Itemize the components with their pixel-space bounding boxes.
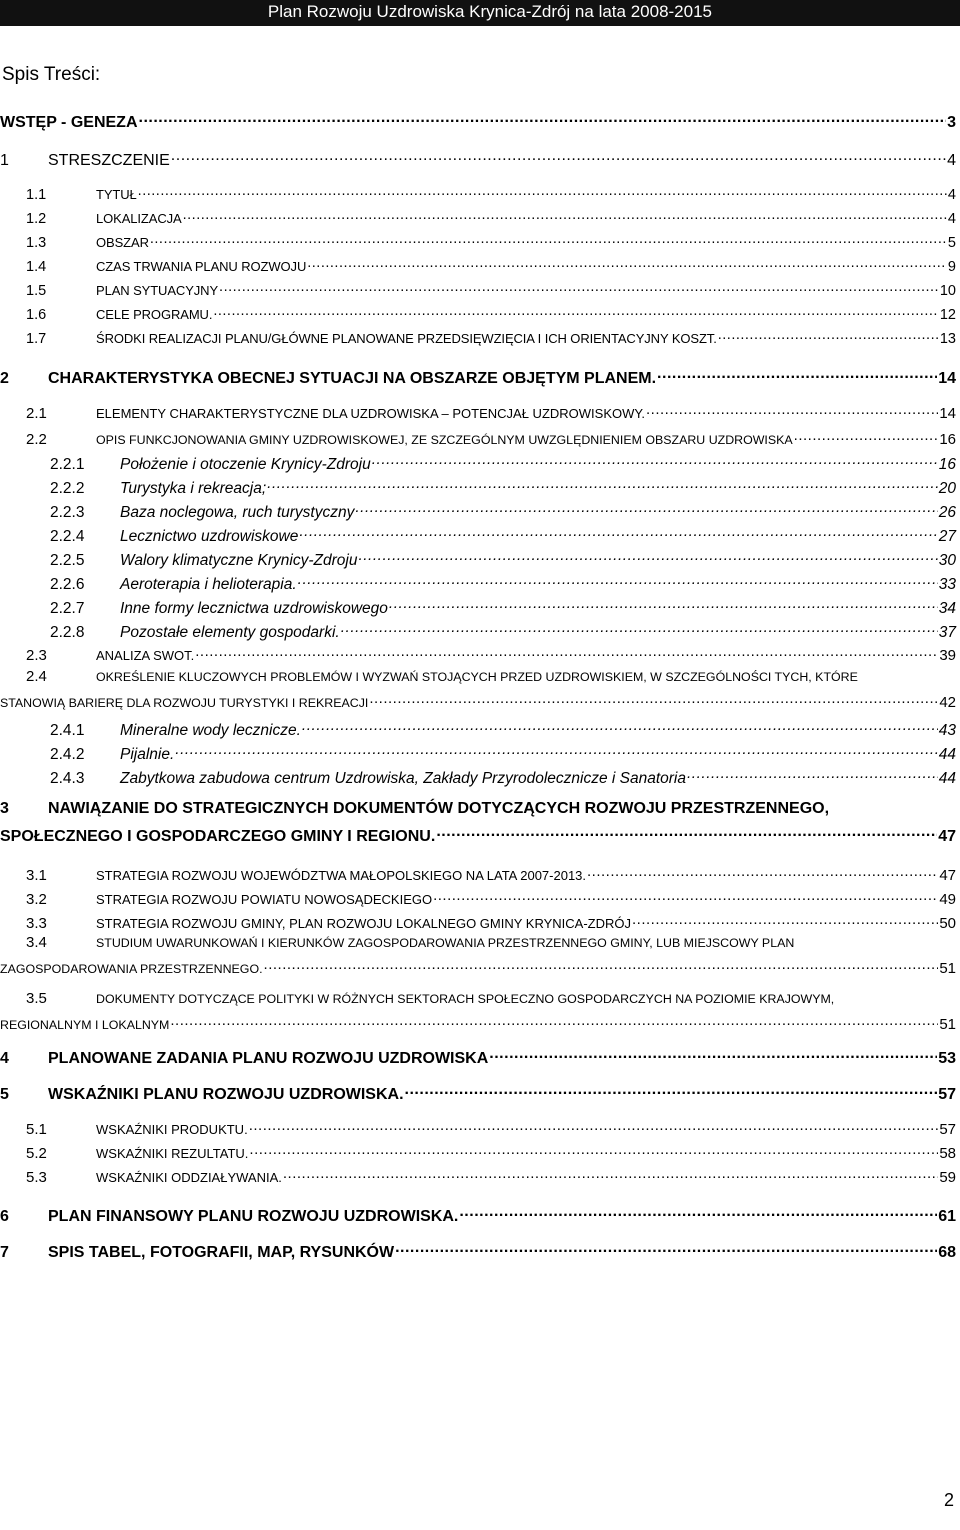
toc-entry-page: 26 [938,503,956,521]
toc-entry-1-3[interactable] [26,230,956,251]
toc-entry-page: 53 [938,1050,956,1068]
toc-leader [139,108,947,127]
toc-entry-page: 14 [939,405,956,422]
toc-leader [299,522,937,541]
toc-leader [298,570,938,589]
toc-entry-2-4[interactable] [0,668,956,711]
toc-entry-title: Turystyka i rekreacja; [120,479,267,497]
toc-entry-number: 2.2.6 [50,575,85,593]
toc-entry-5[interactable] [0,1080,956,1104]
toc-leader [183,206,947,223]
toc-heading: Spis Treści: [2,64,101,85]
toc-entry-page: 47 [939,867,956,884]
toc-entry-title-continued: SPOŁECZNEGO I GOSPODARCZEGO GMINY I REGIONU. [0,828,436,846]
toc-entry-2-2-4[interactable] [50,522,956,546]
toc-entry-2-4-1[interactable] [50,716,956,740]
toc-entry-page: 47 [938,828,956,846]
toc-entry-page: 16 [939,431,956,448]
toc-entry-number: 1.5 [26,283,47,300]
toc-entry-2-1[interactable] [26,400,956,422]
toc-leader [358,546,937,565]
toc-entry-1[interactable] [0,146,956,170]
toc-entry-page: 57 [939,1121,956,1138]
toc-entry-number: 3.4 [26,934,47,951]
toc-entry-number: 2 [0,370,9,388]
toc-leader [405,1080,938,1099]
toc-entry-title: PLAN SYTUACYJNY [96,283,219,299]
toc-entry-2-2-2[interactable] [50,474,956,498]
toc-entry-number: 2.2 [26,431,47,448]
toc-entry-title: CZAS TRWANIA PLANU ROZWOJU [96,259,307,275]
toc-entry-page: 44 [938,745,956,763]
toc-leader [794,426,939,444]
toc-leader [249,1116,939,1134]
toc-entry-page: 49 [939,891,956,908]
toc-entry-page: 33 [938,575,956,593]
toc-entry-page: 51 [939,1016,956,1033]
toc-entry-page: 68 [938,1244,956,1262]
toc-entry-page: 5 [947,235,956,252]
toc-leader [632,910,938,928]
toc-entry-number: 2.4 [26,668,47,685]
toc-entry-5-1[interactable] [26,1116,956,1138]
toc-entry-number: 5.2 [26,1145,47,1162]
toc-leader [646,400,938,418]
toc-entry-number: 7 [0,1244,9,1262]
toc-entry-title: Baza noclegowa, ruch turystyczny [120,503,355,521]
toc-entry-5-2[interactable] [26,1140,956,1162]
toc-entry-title: STUDIUM UWARUNKOWAŃ I KIERUNKÓW ZAGOSPODAROWANIA PRZESTRZENNEGO GMINY, LUB MIEJSCOWY PLAN [96,936,795,950]
toc-entry-7[interactable] [0,1238,956,1262]
toc-entry-3-2[interactable] [26,886,956,908]
toc-entry-page: 42 [939,694,956,711]
toc-leader [433,886,938,904]
toc-entry-page: 61 [938,1208,956,1226]
toc-entry-intro[interactable] [0,108,956,132]
toc-entry-number: 5.1 [26,1121,47,1138]
toc-entry-2-2-7[interactable] [50,594,956,618]
toc-entry-number: 1.7 [26,331,47,348]
toc-leader [355,498,937,517]
toc-entry-number: 4 [0,1050,9,1068]
toc-entry-number: 1.2 [26,211,47,228]
toc-leader [195,642,938,660]
toc-entry-page: 57 [938,1086,956,1104]
toc-entry-title: OPIS FUNKCJONOWANIA GMINY UZDROWISKOWEJ, ZE SZCZEGÓLNYM UWZGLĘDNIENIEM OBSZARU UZDROWISKA [96,433,793,447]
toc-entry-number: 2.1 [26,405,47,422]
toc-entry-title: WSKAŹNIKI PLANU ROZWOJU UZDROWISKA. [48,1086,404,1104]
toc-entry-3[interactable] [0,800,956,846]
toc-entry-number: 2.4.2 [50,745,85,763]
toc-entry-number: 1.3 [26,235,47,252]
toc-entry-title: CHARAKTERYSTYKA OBECNEJ SYTUACJI NA OBSZARZE OBJĘTYM PLANEM. [48,370,657,388]
toc-entry-page: 39 [939,647,956,664]
toc-entry-page: 50 [939,915,956,932]
toc-leader [369,689,938,707]
toc-entry-number: 2.2.3 [50,503,85,521]
document-title: Plan Rozwoju Uzdrowiska Krynica-Zdrój na lata 2008-2015 [267,2,712,21]
toc-leader [489,1044,937,1063]
toc-entry-title: NAWIĄZANIE DO STRATEGICZNYCH DOKUMENTÓW DOTYCZĄCYCH ROZWOJU PRZESTRZENNEGO, [48,800,830,817]
toc-entry-page: 58 [939,1145,956,1162]
toc-leader [213,302,939,319]
toc-leader [267,474,938,493]
toc-entry-title: WSKAŹNIKI ODDZIAŁYWANIA. [96,1170,282,1185]
toc-entry-2-4-3[interactable] [50,764,956,788]
toc-leader [219,278,939,295]
toc-entry-number: 3 [0,800,9,817]
toc-leader [587,862,938,880]
toc-leader [150,230,947,247]
toc-entry-page: 30 [938,551,956,569]
toc-leader [171,146,946,165]
toc-entry-2[interactable] [0,364,956,388]
toc-leader [175,740,937,759]
toc-entry-2-2-1[interactable] [50,450,956,474]
toc-entry-number: 1.6 [26,307,47,324]
toc-entry-title: STRATEGIA ROZWOJU WOJEWÓDZTWA MAŁOPOLSKIEGO NA LATA 2007-2013. [96,868,587,883]
toc-entry-3-4[interactable] [0,934,956,977]
toc-entry-page: 43 [938,721,956,739]
toc-entry-number: 2.2.5 [50,551,85,569]
toc-entry-title: SPIS TABEL, FOTOGRAFII, MAP, RYSUNKÓW [48,1244,395,1262]
toc-entry-number: 3.1 [26,867,47,884]
toc-entry-title: Położenie i otoczenie Krynicy-Zdroju [120,455,371,473]
toc-entry-3-3[interactable] [26,910,956,932]
toc-entry-number: 3.3 [26,915,47,932]
toc-leader [302,716,938,735]
toc-entry-title: DOKUMENTY DOTYCZĄCE POLITYKI W RÓŻNYCH SEKTORACH SPOŁECZNO GOSPODARCZYCH NA POZIOMIE KRAJOWYM, [96,992,835,1006]
toc-entry-title-continued: ZAGOSPODAROWANIA PRZESTRZENNEGO. [0,962,263,976]
toc-entry-number: 2.2.8 [50,623,85,641]
toc-entry-title: PLAN FINANSOWY PLANU ROZWOJU UZDROWISKA. [48,1208,459,1226]
toc-entry-title: STRATEGIA ROZWOJU GMINY, PLAN ROZWOJU LOKALNEGO GMINY KRYNICA-ZDRÓJ [96,916,631,931]
toc-entry-page: 44 [938,769,956,787]
toc-leader [459,1202,937,1221]
toc-entry-title: Lecznictwo uzdrowiskowe [120,527,299,545]
toc-entry-title: STRATEGIA ROZWOJU POWIATU NOWOSĄDECKIEGO [96,892,433,907]
toc-entry-6[interactable] [0,1202,956,1226]
toc-entry-page: 9 [947,259,956,276]
toc-entry-number: 1.1 [26,187,47,204]
toc-entry-number: 5 [0,1086,9,1104]
toc-entry-number: 1 [0,152,9,170]
toc-entry-page: 51 [939,960,956,977]
toc-entry-title: WSKAŹNIKI PRODUKTU. [96,1122,248,1137]
toc-entry-title-continued: STANOWIĄ BARIERĘ DLA ROZWOJU TURYSTYKI I REKREACJI [0,696,369,710]
toc-leader [718,326,939,343]
toc-entry-2-4-2[interactable] [50,740,956,764]
toc-entry-2-2-8[interactable] [50,618,956,642]
toc-entry-number: 2.2.4 [50,527,85,545]
toc-leader [138,182,947,199]
toc-entry-page: 13 [939,331,956,348]
toc-entry-number: 2.4.3 [50,769,85,787]
toc-entry-title: Zabytkowa zabudowa centrum Uzdrowiska, Zakłady Przyrodolecznicze i Sanatoria [120,769,686,787]
toc-entry-1-7[interactable] [26,326,956,347]
toc-entry-title-continued: REGIONALNYM I LOKALNYM [0,1018,170,1032]
toc-entry-number: 1.4 [26,259,47,276]
toc-entry-4[interactable] [0,1044,956,1068]
toc-entry-number: 3.2 [26,891,47,908]
toc-entry-title: TYTUŁ [96,187,137,203]
toc-entry-1-1[interactable] [26,182,956,203]
toc-leader [436,822,937,841]
toc-entry-title: Walory klimatyczne Krynicy-Zdroju [120,551,358,569]
toc-entry-title: ŚRODKI REALIZACJI PLANU/GŁÓWNE PLANOWANE PRZEDSIĘWZIĘCIA I ICH ORIENTACYJNY KOSZT. [96,331,717,347]
toc-entry-page: 12 [939,307,956,324]
toc-entry-page: 4 [947,211,956,228]
toc-entry-page: 14 [938,370,956,388]
toc-entry-title: PLANOWANE ZADANIA PLANU ROZWOJU UZDROWISKA [48,1050,489,1068]
toc-entry-page: 3 [947,114,956,132]
toc-entry-title: WSTĘP - GENEZA [0,114,138,132]
toc-entry-number: 2.3 [26,647,47,664]
toc-entry-title: Pozostałe elementy gospodarki. [120,623,340,641]
toc-entry-page: 27 [938,527,956,545]
toc-entry-page: 34 [938,599,956,617]
toc-leader [264,955,939,973]
toc-entry-1-5[interactable] [26,278,956,299]
toc-leader [395,1238,937,1257]
toc-entry-2-2-6[interactable] [50,570,956,594]
toc-entry-2-3[interactable] [26,642,956,664]
toc-leader [657,364,937,383]
toc-entry-page: 37 [938,623,956,641]
toc-entry-page: 10 [939,283,956,300]
toc-entry-1-4[interactable] [26,254,956,275]
toc-entry-title: STRESZCZENIE [48,152,170,170]
toc-entry-title: OBSZAR [96,235,149,251]
toc-entry-number: 6 [0,1208,9,1226]
toc-leader [372,450,938,469]
toc-entry-3-5[interactable] [0,990,956,1033]
toc-entry-2-2-5[interactable] [50,546,956,570]
toc-entry-1-6[interactable] [26,302,956,323]
toc-entry-title: Pijalnie. [120,745,175,763]
toc-entry-title: OKREŚLENIE KLUCZOWYCH PROBLEMÓW I WYZWAŃ STOJĄCYCH PRZED UZDROWISKIEM, W SZCZEGÓLNOŚCI TYCH, KTÓRE [96,670,858,684]
toc-leader [307,254,947,271]
toc-entry-number: 2.2.7 [50,599,85,617]
toc-entry-number: 2.4.1 [50,721,85,739]
toc-leader [341,618,938,637]
toc-entry-number: 2.2.2 [50,479,85,497]
toc-leader [249,1140,938,1158]
toc-entry-5-3[interactable] [26,1164,956,1186]
toc-entry-title: ELEMENTY CHARAKTERYSTYCZNE DLA UZDROWISKA – POTENCJAŁ UZDROWISKOWY. [96,406,645,421]
toc-entry-page: 20 [938,479,956,497]
toc-entry-title: LOKALIZACJA [96,211,182,227]
toc-entry-number: 2.2.1 [50,455,85,473]
toc-entry-title: CELE PROGRAMU. [96,307,213,323]
toc-entry-3-1[interactable] [26,862,956,884]
toc-entry-number: 5.3 [26,1169,47,1186]
toc-leader [170,1011,938,1029]
toc-entry-title: Aeroterapia i helioterapia. [120,575,297,593]
toc-entry-page: 4 [947,152,956,170]
toc-entry-page: 16 [938,455,956,473]
toc-entry-title: Mineralne wody lecznicze. [120,721,301,739]
toc-leader [389,594,938,613]
toc-entry-2-2-3[interactable] [50,498,956,522]
toc-entry-number: 3.5 [26,990,47,1007]
toc-leader [687,764,938,783]
toc-entry-title: Inne formy lecznictwa uzdrowiskowego [120,599,388,617]
toc-entry-1-2[interactable] [26,206,956,227]
toc-entry-2-2[interactable] [26,426,956,448]
toc-entry-page: 59 [939,1169,956,1186]
toc-entry-title: ANALIZA SWOT. [96,648,195,663]
toc-entry-page: 4 [947,187,956,204]
toc-leader [283,1164,938,1182]
toc-entry-title: WSKAŹNIKI REZULTATU. [96,1146,249,1161]
page-number: 2 [943,1490,954,1510]
